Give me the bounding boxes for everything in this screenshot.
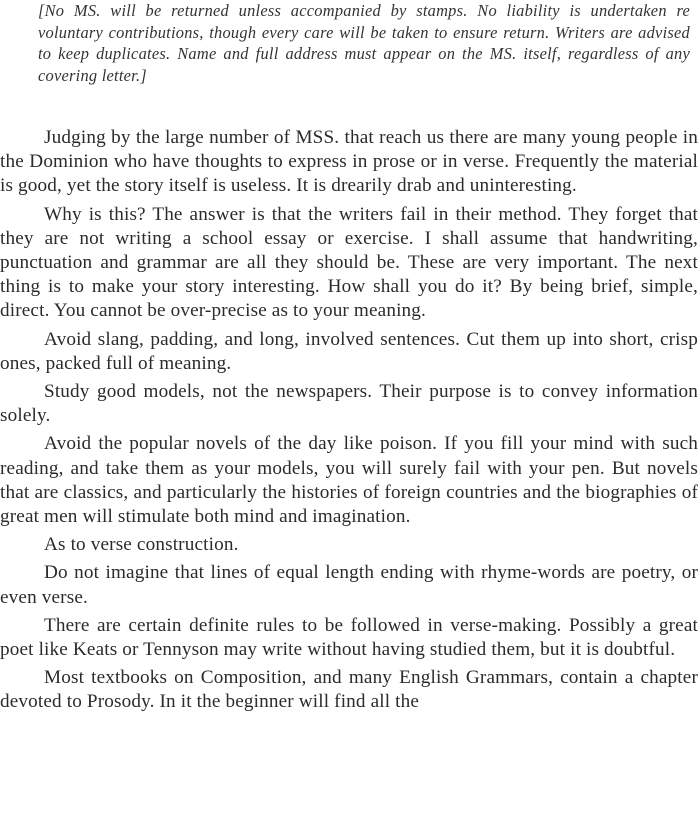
article-body <box>0 126 698 715</box>
paragraph-7: Do not imagine that lines of equal length ending with rhyme-words are poetry, or even verse. <box>0 562 698 608</box>
paragraph-6: As to verse construction. <box>44 534 239 556</box>
editorial-notice: [No MS. will be returned unless accompanied by stamps. No liability is undertaken re voluntary contributions, though every care will be taken to ensure return. Writers are advised to keep duplicates. Name and full address must appear on the MS. itself, regardless of any covering letter.] <box>38 1 690 85</box>
paragraph-5: Avoid the popular novels of the day like poison. If you fill your mind with such reading, and take them as your models, you will surely fail with your pen. But novels that are classics, and particularly the histories of foreign countries and the biographies of great men will stimulate both mind and imagination. <box>0 433 698 528</box>
paragraph-9: Most textbooks on Composition, and many English Grammars, contain a chapter devoted to Prosody. In it the beginner will find all the <box>0 667 698 713</box>
paragraph-4: Study good models, not the newspapers. Their purpose is to convey information solely. <box>0 381 698 427</box>
paragraph-8: There are certain definite rules to be followed in verse-making. Possibly a great poet like Keats or Tennyson may write without having studied them, but it is doubtful. <box>0 614 698 661</box>
paragraph-1: Judging by the large number of MSS. that reach us there are many young people in the Dominion who have thoughts to express in prose or in verse. Frequently the material is good, yet the story itself is useless. It is drearily drab and uninteresting. <box>0 127 698 197</box>
paragraph-2: Why is this? The answer is that the writers fail in their method. They forget that they are not writing a school essay or exercise. I shall assume that handwriting, punctuation and grammar are all they should be. These are very important. The next thing is to make your story interesting. How shall you do it? By being brief, simple, direct. You cannot be over-precise as to your meaning. <box>0 203 698 322</box>
paragraph-3: Avoid slang, padding, and long, involved sentences. Cut them up into short, crisp ones, packed full of meaning. <box>0 328 698 374</box>
